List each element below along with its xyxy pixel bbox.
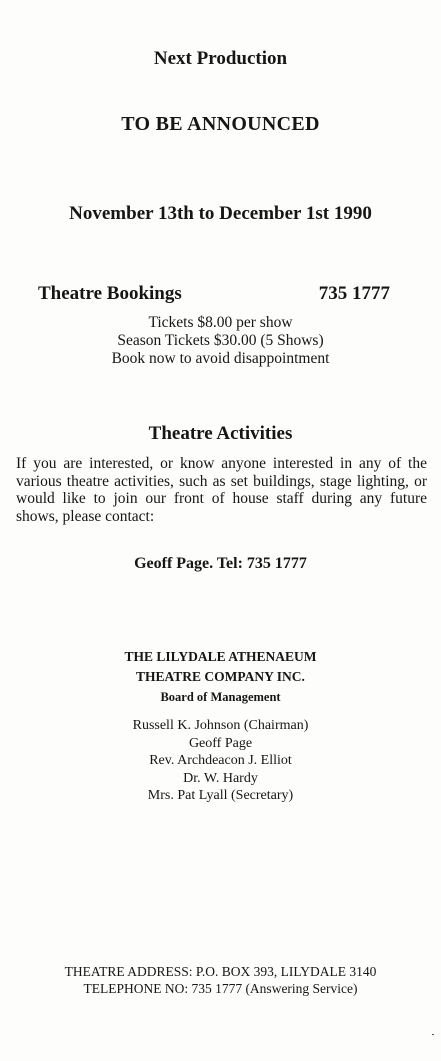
board-member: Rev. Archdeacon J. Elliot (149, 753, 292, 768)
footer (0, 963, 441, 997)
booking-note: Book now to avoid disappointment (111, 350, 330, 367)
board-member: Russell K. Johnson (Chairman) (132, 718, 309, 733)
theatre-telephone: TELEPHONE NO: 735 1777 (Answering Service) (83, 981, 358, 996)
season-ticket-line: Season Tickets $30.00 (5 Shows) (117, 332, 324, 349)
board-heading: Board of Management (160, 690, 281, 704)
bookings-phone: 735 1777 (318, 283, 390, 304)
bookings-heading: Theatre Bookings (38, 283, 182, 304)
production-title: TO BE ANNOUNCED (121, 113, 320, 135)
theatre-address: THEATRE ADDRESS: P.O. BOX 393, LILYDALE 3140 (64, 964, 377, 979)
company-name-line2: THEATRE COMPANY INC. (136, 669, 305, 684)
next-production-heading: Next Production (153, 48, 288, 69)
ticket-prices (0, 314, 441, 368)
ticket-price-line: Tickets $8.00 per show (148, 314, 293, 331)
scan-speck (432, 1034, 434, 1035)
board-member: Geoff Page (188, 735, 253, 751)
board-members (0, 717, 441, 805)
activities-heading: Theatre Activities (148, 423, 293, 444)
board-member: Dr. W. Hardy (183, 770, 258, 786)
bookings-row (38, 283, 390, 305)
company-name-line1: THE LILYDALE ATHENAEUM (124, 649, 317, 664)
activities-contact: Geoff Page. Tel: 735 1777 (134, 555, 307, 572)
company-block (0, 647, 441, 707)
activities-paragraph: If you are interested, or know anyone interested in any of the various theatre activities, such as set buildings, stage lighting, or would like to join our front of house staff during any future shows, please contact: (16, 455, 427, 525)
production-dates: November 13th to December 1st 1990 (69, 203, 372, 224)
board-member: Mrs. Pat Lyall (Secretary) (147, 788, 294, 803)
